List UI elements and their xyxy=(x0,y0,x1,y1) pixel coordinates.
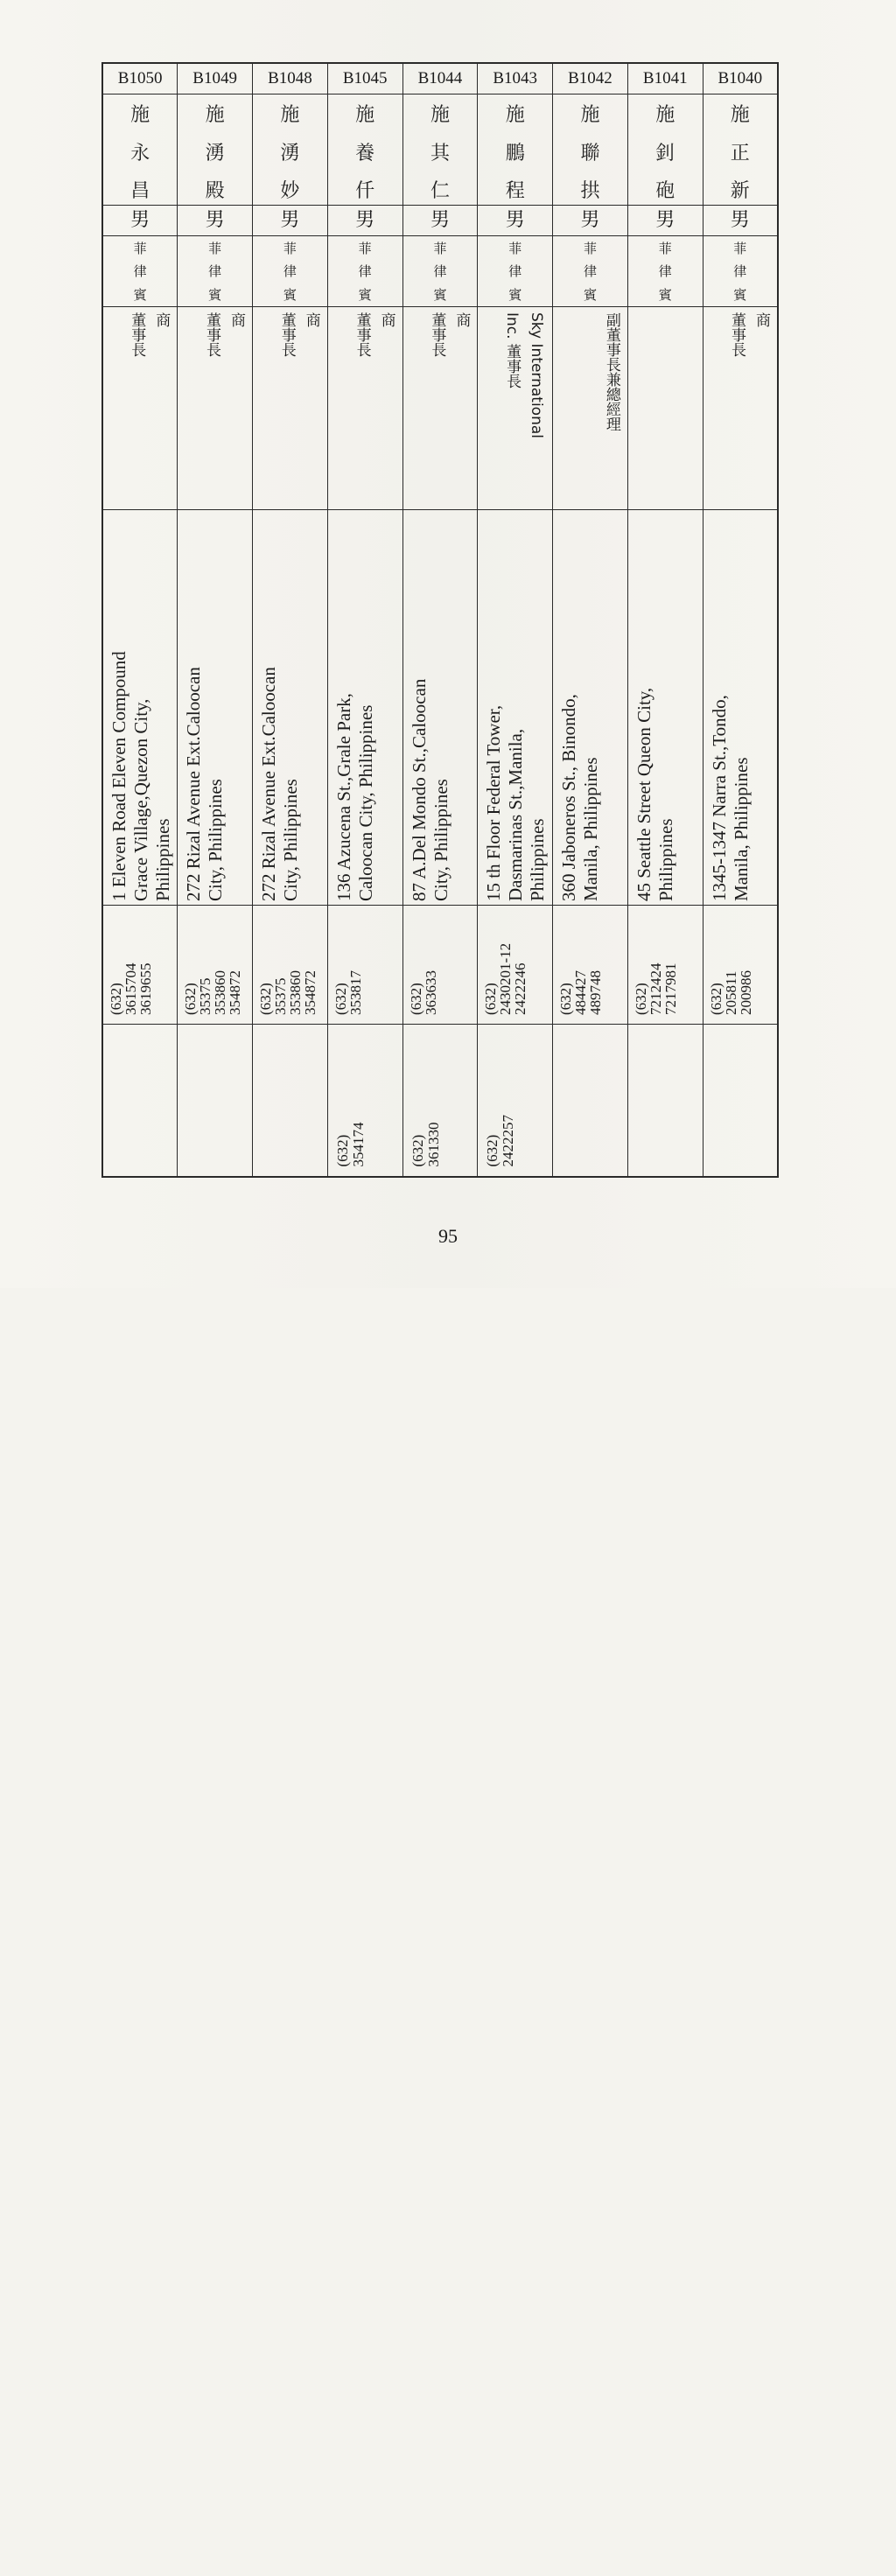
member-name xyxy=(253,94,327,205)
member-title-cell xyxy=(327,307,402,510)
member-name-cell xyxy=(703,94,778,206)
member-phone xyxy=(553,906,606,1024)
nationality-char: 菲 xyxy=(508,240,522,256)
address-line: Philippines xyxy=(152,818,173,901)
member-fax-cell xyxy=(478,1025,553,1177)
phone-row xyxy=(102,906,778,1025)
nationality-char: 菲 xyxy=(208,240,222,256)
name-char: 拱 xyxy=(580,180,600,202)
phone-line: 353860 xyxy=(212,970,229,1015)
phone-line: 35375 xyxy=(272,977,290,1015)
address-line: 272 Rizal Avenue Ext.Caloocan xyxy=(183,667,205,901)
member-address xyxy=(628,510,681,905)
nationality-char: 賓 xyxy=(433,287,447,304)
name-char: 砲 xyxy=(655,180,676,202)
name-char: 湧 xyxy=(205,142,225,164)
member-name xyxy=(328,94,402,205)
member-fax xyxy=(553,1025,564,1176)
member-fax xyxy=(103,1025,114,1176)
member-nationality xyxy=(553,236,627,306)
member-id-cell: B1042 xyxy=(553,63,628,94)
title-row xyxy=(102,307,778,510)
name-row xyxy=(102,94,778,206)
member-name xyxy=(704,94,777,205)
member-name xyxy=(628,94,703,205)
name-char: 施 xyxy=(130,104,150,126)
name-char: 施 xyxy=(430,104,450,126)
phone-line: 3619655 xyxy=(137,962,154,1015)
member-address-cell xyxy=(627,510,703,906)
member-nationality xyxy=(178,236,252,306)
address-line: 360 Jaboneros St., Binondo, xyxy=(558,694,580,901)
member-fax xyxy=(178,1025,188,1176)
member-sex-cell: 男 xyxy=(478,206,553,236)
nationality-char: 律 xyxy=(508,263,522,280)
member-sex-cell: 男 xyxy=(253,206,328,236)
nationality-char: 賓 xyxy=(358,287,372,304)
member-address xyxy=(553,510,606,905)
name-char: 妙 xyxy=(280,180,300,202)
phone-line: (632) xyxy=(407,983,424,1015)
member-name-cell xyxy=(627,94,703,206)
title-line: 商 xyxy=(452,312,471,327)
member-phone-cell xyxy=(102,906,178,1025)
nationality-char: 菲 xyxy=(133,240,147,256)
member-phone xyxy=(178,906,246,1024)
address-line: 1345-1347 Narra St.,Tondo, xyxy=(708,695,730,901)
member-id-cell: B1043 xyxy=(478,63,553,94)
address-line: Grace Village,Quezon City, xyxy=(130,698,151,901)
phone-line: 7212424 xyxy=(647,962,664,1015)
member-name-cell xyxy=(102,94,178,206)
member-title-cell xyxy=(703,307,778,510)
address-line: Manila, Philippines xyxy=(730,757,752,901)
member-nationality-cell xyxy=(327,236,402,307)
name-char: 聯 xyxy=(580,142,600,164)
member-nationality-cell xyxy=(253,236,328,307)
name-char: 施 xyxy=(280,104,300,126)
name-char: 施 xyxy=(205,104,225,126)
phone-line: 35375 xyxy=(197,977,214,1015)
member-id-cell: B1040 xyxy=(703,63,778,94)
member-id-cell: B1041 xyxy=(627,63,703,94)
member-fax-cell xyxy=(253,1025,328,1177)
member-phone-cell xyxy=(553,906,628,1025)
nationality-char: 律 xyxy=(658,263,672,280)
member-phone-cell xyxy=(703,906,778,1025)
phone-line: (632) xyxy=(108,983,124,1015)
member-nationality xyxy=(704,236,777,306)
member-phone xyxy=(403,906,442,1024)
address-line: Philippines xyxy=(654,818,676,901)
nationality-char: 賓 xyxy=(658,287,672,304)
fax-line: 354174 xyxy=(349,1122,367,1167)
member-phone xyxy=(103,906,157,1024)
address-line: City, Philippines xyxy=(280,779,302,901)
nationality-char: 菲 xyxy=(658,240,672,256)
member-roster-table xyxy=(102,62,779,1178)
member-fax-cell xyxy=(703,1025,778,1177)
member-sex-cell: 男 xyxy=(102,206,178,236)
member-title-cell xyxy=(627,307,703,510)
name-char: 施 xyxy=(505,104,525,126)
nationality-char: 律 xyxy=(133,263,147,280)
fax-line: (632) xyxy=(409,1134,426,1167)
member-nationality-cell xyxy=(627,236,703,307)
member-name-cell xyxy=(253,94,328,206)
nationality-row xyxy=(102,236,778,307)
member-address-cell xyxy=(703,510,778,906)
member-phone xyxy=(478,906,531,1024)
member-address xyxy=(704,510,756,905)
member-nationality-cell xyxy=(402,236,478,307)
member-address xyxy=(328,510,381,905)
address-line: City, Philippines xyxy=(430,779,452,901)
nationality-char: 律 xyxy=(208,263,222,280)
member-title xyxy=(699,307,703,509)
member-id-cell: B1048 xyxy=(253,63,328,94)
member-address-cell xyxy=(253,510,328,906)
member-sex-cell: 男 xyxy=(627,206,703,236)
name-char: 湧 xyxy=(280,142,300,164)
title-line: 董事長 xyxy=(277,312,296,357)
phone-line: (632) xyxy=(557,983,575,1015)
member-fax xyxy=(478,1025,520,1176)
member-fax-cell xyxy=(402,1025,478,1177)
member-name-cell xyxy=(327,94,402,206)
member-phone-cell xyxy=(478,906,553,1025)
phone-line: (632) xyxy=(707,983,724,1015)
member-nationality xyxy=(328,236,402,306)
title-line: 商 xyxy=(302,312,320,327)
member-title xyxy=(350,307,402,509)
title-line: 董事長 xyxy=(428,312,446,357)
nationality-char: 賓 xyxy=(133,287,147,304)
phone-line: 2422246 xyxy=(512,962,529,1015)
address-line: Philippines xyxy=(527,818,549,901)
member-fax xyxy=(704,1025,714,1176)
member-fax xyxy=(328,1025,370,1176)
title-line: 副董事長兼總經理 xyxy=(602,312,620,431)
member-name xyxy=(403,94,478,205)
address-row xyxy=(102,510,778,906)
member-title-cell xyxy=(553,307,628,510)
sex-row xyxy=(102,206,778,236)
address-line: 87 A.Del Mondo St.,Caloocan xyxy=(408,678,430,901)
name-char: 施 xyxy=(730,104,750,126)
address-line: Dasmarinas St.,Manila, xyxy=(505,728,527,901)
member-title xyxy=(599,307,627,509)
phone-line: 354872 xyxy=(227,970,244,1015)
member-id-cell: B1049 xyxy=(178,63,253,94)
name-char: 養 xyxy=(355,142,375,164)
address-line: City, Philippines xyxy=(205,779,227,901)
member-title-cell xyxy=(402,307,478,510)
fax-line: 2422257 xyxy=(500,1115,517,1167)
member-name-cell xyxy=(178,94,253,206)
member-sex-cell: 男 xyxy=(703,206,778,236)
title-line: 商 xyxy=(152,312,171,327)
member-title xyxy=(200,307,252,509)
address-line: 15 th Floor Federal Tower, xyxy=(483,704,505,901)
nationality-char: 律 xyxy=(583,263,597,280)
member-nationality-cell xyxy=(478,236,553,307)
name-char: 昌 xyxy=(130,180,150,202)
member-id-cell: B1050 xyxy=(102,63,178,94)
member-fax-cell xyxy=(553,1025,628,1177)
name-char: 施 xyxy=(580,104,600,126)
member-title xyxy=(124,307,177,509)
member-title xyxy=(500,307,552,509)
name-char: 釗 xyxy=(655,142,676,164)
phone-line: 7217981 xyxy=(662,962,679,1015)
phone-line: 205811 xyxy=(722,970,739,1015)
member-fax xyxy=(253,1025,263,1176)
name-char: 永 xyxy=(130,142,150,164)
member-phone-cell xyxy=(253,906,328,1025)
member-name xyxy=(478,94,552,205)
member-fax xyxy=(628,1025,639,1176)
nationality-char: 律 xyxy=(358,263,372,280)
title-line: 商 xyxy=(752,312,770,327)
nationality-char: 律 xyxy=(433,263,447,280)
member-sex-cell: 男 xyxy=(553,206,628,236)
member-sex-cell: 男 xyxy=(327,206,402,236)
member-fax-cell xyxy=(327,1025,402,1177)
phone-line: 489748 xyxy=(587,970,605,1015)
member-sex-cell: 男 xyxy=(178,206,253,236)
phone-line: 484427 xyxy=(572,970,590,1015)
member-address-cell xyxy=(478,510,553,906)
member-phone-cell xyxy=(178,906,253,1025)
nationality-char: 賓 xyxy=(283,287,297,304)
nationality-char: 菲 xyxy=(583,240,597,256)
address-line: 1 Eleven Road Eleven Compound xyxy=(108,651,130,901)
member-phone-cell xyxy=(402,906,478,1025)
title-line: 董事長 xyxy=(728,312,746,357)
address-line: 136 Azucena St.,Grale Park, xyxy=(332,693,354,901)
nationality-char: 律 xyxy=(283,263,297,280)
phone-line: (632) xyxy=(632,983,649,1015)
title-line: Inc. 董事長 xyxy=(503,312,522,388)
member-address-cell xyxy=(402,510,478,906)
address-line: Caloocan City, Philippines xyxy=(354,704,376,901)
member-title xyxy=(275,307,327,509)
member-nationality xyxy=(253,236,327,306)
member-fax xyxy=(403,1025,445,1176)
title-line: 商 xyxy=(228,312,246,327)
member-title xyxy=(724,307,777,509)
phone-line: 200986 xyxy=(737,970,754,1015)
fax-line: (632) xyxy=(333,1134,351,1167)
member-phone xyxy=(704,906,757,1024)
member-address-cell xyxy=(553,510,628,906)
member-phone xyxy=(253,906,321,1024)
nationality-char: 賓 xyxy=(508,287,522,304)
member-nationality xyxy=(628,236,703,306)
member-address xyxy=(103,510,178,905)
title-line: 商 xyxy=(377,312,396,327)
title-line: Sky International xyxy=(528,312,546,438)
address-line: 272 Rizal Avenue Ext.Caloocan xyxy=(258,667,280,901)
member-address xyxy=(178,510,230,905)
member-fax-cell xyxy=(102,1025,178,1177)
member-fax-cell xyxy=(178,1025,253,1177)
member-nationality-cell xyxy=(703,236,778,307)
name-char: 殿 xyxy=(205,180,225,202)
phone-line: (632) xyxy=(182,983,200,1015)
member-id-cell: B1044 xyxy=(402,63,478,94)
phone-line: 363633 xyxy=(422,970,439,1015)
member-title-cell xyxy=(102,307,178,510)
phone-line: 2430201-12 xyxy=(497,942,514,1015)
nationality-char: 律 xyxy=(733,263,747,280)
name-char: 仟 xyxy=(355,180,375,202)
phone-line: (632) xyxy=(257,983,275,1015)
member-nationality xyxy=(103,236,177,306)
nationality-char: 菲 xyxy=(358,240,372,256)
member-nationality-cell xyxy=(102,236,178,307)
name-char: 鵬 xyxy=(505,142,525,164)
member-address-cell xyxy=(102,510,178,906)
member-name xyxy=(178,94,252,205)
member-id-cell: B1045 xyxy=(327,63,402,94)
member-name-cell xyxy=(553,94,628,206)
phone-line: (632) xyxy=(482,983,500,1015)
member-nationality-cell xyxy=(553,236,628,307)
address-line: 45 Seattle Street Queon City, xyxy=(633,687,654,901)
nationality-char: 賓 xyxy=(208,287,222,304)
member-address-cell xyxy=(178,510,253,906)
member-sex-cell: 男 xyxy=(402,206,478,236)
fax-line: 361330 xyxy=(424,1122,442,1167)
nationality-char: 賓 xyxy=(583,287,597,304)
member-nationality xyxy=(403,236,478,306)
nationality-char: 菲 xyxy=(283,240,297,256)
phone-line: 354872 xyxy=(302,970,319,1015)
member-title-cell xyxy=(178,307,253,510)
phone-line: 3615704 xyxy=(122,962,139,1015)
phone-line: (632) xyxy=(332,983,349,1015)
member-nationality-cell xyxy=(178,236,253,307)
member-phone xyxy=(328,906,367,1024)
member-address xyxy=(253,510,305,905)
nationality-char: 賓 xyxy=(733,287,747,304)
member-nationality xyxy=(478,236,552,306)
fax-row xyxy=(102,1025,778,1177)
nationality-char: 菲 xyxy=(433,240,447,256)
member-name xyxy=(553,94,627,205)
member-phone xyxy=(628,906,682,1024)
page-number: 95 xyxy=(438,1225,458,1247)
address-line: Manila, Philippines xyxy=(580,757,602,901)
phone-line: 353860 xyxy=(287,970,304,1015)
phone-line: 353817 xyxy=(346,970,364,1015)
name-char: 施 xyxy=(355,104,375,126)
name-char: 正 xyxy=(730,142,750,164)
member-address xyxy=(403,510,456,905)
member-title xyxy=(424,307,477,509)
member-address-cell xyxy=(327,510,402,906)
title-line: 董事長 xyxy=(353,312,371,357)
name-char: 程 xyxy=(505,180,525,202)
fax-line: (632) xyxy=(484,1134,501,1167)
name-char: 新 xyxy=(730,180,750,202)
member-phone-cell xyxy=(327,906,402,1025)
id-row xyxy=(102,63,778,94)
member-fax-cell xyxy=(627,1025,703,1177)
name-char: 施 xyxy=(655,104,676,126)
member-name xyxy=(103,94,177,205)
name-char: 其 xyxy=(430,142,450,164)
title-line: 董事長 xyxy=(128,312,146,357)
name-char: 仁 xyxy=(430,180,450,202)
member-title-cell xyxy=(478,307,553,510)
member-name-cell xyxy=(402,94,478,206)
member-name-cell xyxy=(478,94,553,206)
title-line: 董事長 xyxy=(203,312,221,357)
nationality-char: 菲 xyxy=(733,240,747,256)
member-title-cell xyxy=(253,307,328,510)
member-address xyxy=(478,510,552,905)
member-phone-cell xyxy=(627,906,703,1025)
